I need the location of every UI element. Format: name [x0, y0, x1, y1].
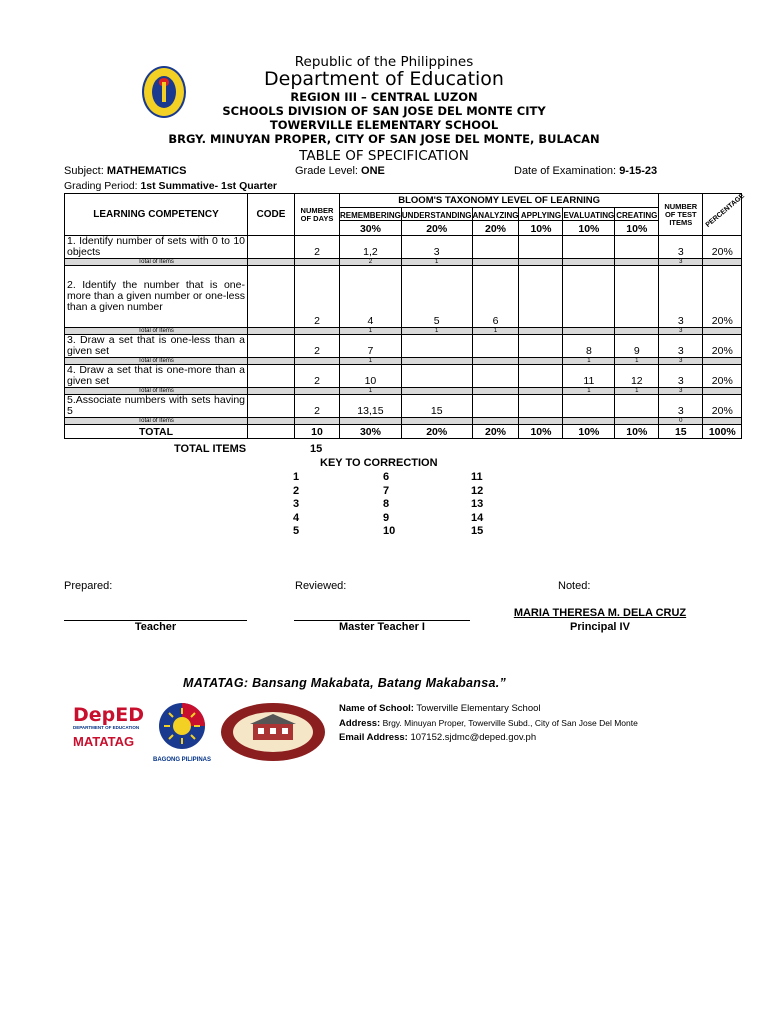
subtotal-cell: [295, 328, 340, 335]
item-cell: [563, 236, 615, 259]
subtotal-cell: [703, 358, 742, 365]
master-teacher-title: Master Teacher I: [338, 621, 425, 633]
division-line: SCHOOLS DIVISION OF SAN JOSE DEL MONTE CITY: [222, 104, 546, 118]
header-competency: LEARNING COMPETENCY: [65, 194, 248, 236]
item-cell: [472, 236, 519, 259]
grading-period-field: Grading Period: 1st Summative- 1st Quarter: [64, 180, 278, 192]
subtotal-cell: [519, 259, 563, 266]
item-cell: 13,15: [340, 395, 402, 418]
item-cell: [472, 365, 519, 388]
subtotal-cell: [519, 358, 563, 365]
subtotal-cell: 1: [615, 358, 659, 365]
header-test-items: NUMBER OF TEST ITEMS: [659, 194, 703, 236]
percent-cell: 20%: [703, 365, 742, 388]
subtotal-cell: [703, 418, 742, 425]
days-cell: 2: [295, 266, 340, 328]
key-title: KEY TO CORRECTION: [320, 457, 438, 469]
grade-field: Grade Level: ONE: [295, 165, 385, 177]
subtotal-cell: [472, 418, 519, 425]
key-answer: 1: [293, 471, 300, 483]
total-code: [248, 425, 295, 439]
key-answer: 15: [471, 525, 484, 537]
total-of-items-label: Total of Items: [65, 328, 248, 335]
subtotal-cell: [615, 328, 659, 335]
total-level-percent: 30%: [340, 425, 402, 439]
total-of-items-label: Total of Items: [65, 358, 248, 365]
code-cell: [248, 266, 295, 328]
subtotal-cell: [248, 358, 295, 365]
items-cell: 3: [659, 365, 703, 388]
subtotal-items-cell: 3: [659, 259, 703, 266]
school-line: TOWERVILLE ELEMENTARY SCHOOL: [269, 118, 499, 132]
item-cell: 6: [472, 266, 519, 328]
region-line: REGION III – CENTRAL LUZON: [290, 90, 478, 104]
header-code: CODE: [248, 194, 295, 236]
code-cell: [248, 335, 295, 358]
level-percent: 30%: [340, 221, 402, 236]
school-seal-icon: [220, 702, 326, 762]
days-cell: 2: [295, 236, 340, 259]
subtotal-cell: [703, 388, 742, 395]
percent-cell: 20%: [703, 335, 742, 358]
key-answer: 3: [293, 498, 300, 510]
total-of-items-label: Total of Items: [65, 388, 248, 395]
item-cell: [401, 335, 472, 358]
principal-title: Principal IV: [570, 621, 630, 633]
subtotal-cell: [472, 388, 519, 395]
level-percent: 10%: [519, 221, 563, 236]
header-days: NUMBER OF DAYS: [295, 194, 340, 236]
item-cell: 15: [401, 395, 472, 418]
percent-cell: 20%: [703, 236, 742, 259]
noted-label: Noted:: [558, 580, 591, 592]
table-row: [65, 365, 742, 388]
bagong-pilipinas-logo: BAGONG PILIPINAS: [150, 700, 214, 764]
department-title: Department of Education: [264, 68, 504, 90]
header-percentage: PERCENTAGE: [703, 194, 742, 236]
level-percent: 20%: [472, 221, 519, 236]
key-answer: 2: [293, 484, 300, 497]
percent-cell: 20%: [703, 266, 742, 328]
subtotal-cell: 1: [563, 358, 615, 365]
key-answer: 14: [471, 511, 484, 524]
deped-matatag-logo: DepED DEPARTMENT OF EDUCATION MATATAG: [73, 704, 145, 749]
total-level-percent: 10%: [519, 425, 563, 439]
item-cell: [472, 335, 519, 358]
subtotal-cell: 1: [401, 259, 472, 266]
level-header: REMEMBERING: [340, 208, 402, 221]
footer-school: Name of School: Towerville Elementary School: [339, 703, 541, 714]
key-answer: 13: [471, 498, 484, 510]
footer-email: Email Address: 107152.sjdmc@deped.gov.ph: [339, 732, 537, 743]
item-cell: [519, 266, 563, 328]
level-percent: 10%: [563, 221, 615, 236]
subtotal-cell: 1: [472, 328, 519, 335]
subtotal-cell: 1: [340, 388, 402, 395]
subtotal-items-cell: 3: [659, 328, 703, 335]
total-items-value: 15: [310, 443, 323, 455]
days-cell: 2: [295, 335, 340, 358]
key-answer: 8: [383, 498, 390, 510]
level-percent: 20%: [401, 221, 472, 236]
item-cell: 4: [340, 266, 402, 328]
specification-table: [64, 192, 747, 439]
subtotal-items-cell: 3: [659, 388, 703, 395]
total-label: TOTAL: [65, 425, 248, 439]
item-cell: [615, 395, 659, 418]
item-cell: [519, 335, 563, 358]
subtotal-cell: [401, 418, 472, 425]
item-cell: [563, 395, 615, 418]
level-percent: 10%: [615, 221, 659, 236]
item-cell: 1,2: [340, 236, 402, 259]
code-cell: [248, 236, 295, 259]
subject-field: Subject: MATHEMATICS: [64, 165, 187, 177]
date-field: Date of Examination: 9-15-23: [514, 165, 658, 177]
subtotal-cell: [472, 259, 519, 266]
subtotal-items-cell: 0: [659, 418, 703, 425]
item-cell: [615, 266, 659, 328]
total-level-percent: 20%: [401, 425, 472, 439]
subtotal-cell: [248, 328, 295, 335]
competency-cell: 2. Identify the number that is one-more than a given number or one-less than a given number: [65, 266, 248, 328]
key-answer: 11: [471, 471, 483, 483]
key-answer: 9: [383, 511, 390, 524]
subtotal-cell: [563, 259, 615, 266]
total-items-label: TOTAL ITEMS: [174, 443, 247, 455]
days-cell: 2: [295, 395, 340, 418]
competency-cell: 4. Draw a set that is one-more than a given set: [65, 365, 248, 388]
item-cell: [519, 395, 563, 418]
subtotal-cell: [615, 259, 659, 266]
table-row: [65, 395, 742, 418]
subtotal-items-cell: 3: [659, 358, 703, 365]
subtotal-cell: 1: [401, 328, 472, 335]
table-row: [65, 335, 742, 358]
subtotal-cell: [519, 388, 563, 395]
subtotal-cell: [563, 328, 615, 335]
subtotal-cell: [519, 328, 563, 335]
key-answer: 10: [383, 525, 396, 537]
table-row: [65, 266, 742, 328]
items-cell: 3: [659, 395, 703, 418]
subtotal-cell: 1: [615, 388, 659, 395]
item-cell: 10: [340, 365, 402, 388]
subtotal-row: [65, 259, 742, 266]
table-row: [65, 236, 742, 259]
subtotal-row: [65, 418, 742, 425]
total-level-percent: 10%: [563, 425, 615, 439]
competency-cell: 5.Associate numbers with sets having 5: [65, 395, 248, 418]
subtotal-cell: [472, 358, 519, 365]
level-header: ANALYZING: [472, 208, 519, 221]
slogan: MATATAG: Bansang Makabata, Batang Makabansa.”: [183, 676, 507, 690]
item-cell: [519, 365, 563, 388]
subtotal-cell: [295, 388, 340, 395]
key-answer: 12: [471, 484, 484, 497]
percent-cell: 20%: [703, 395, 742, 418]
item-cell: 3: [401, 236, 472, 259]
reviewed-label: Reviewed:: [295, 580, 347, 592]
items-cell: 3: [659, 266, 703, 328]
key-answer: 4: [293, 511, 300, 524]
subtotal-cell: [401, 388, 472, 395]
item-cell: [519, 236, 563, 259]
level-header: CREATING: [615, 208, 659, 221]
level-header: UNDERSTANDING: [401, 208, 472, 221]
total-days: 10: [295, 425, 340, 439]
total-of-items-label: Total of Items: [65, 418, 248, 425]
item-cell: [401, 365, 472, 388]
competency-cell: 3. Draw a set that is one-less than a given set: [65, 335, 248, 358]
subtotal-cell: 1: [340, 328, 402, 335]
level-header: EVALUATING: [563, 208, 615, 221]
subtotal-cell: [295, 418, 340, 425]
address-line: BRGY. MINUYAN PROPER, CITY OF SAN JOSE DEL MONTE, BULACAN: [168, 132, 600, 146]
item-cell: [472, 395, 519, 418]
subtotal-cell: [248, 418, 295, 425]
item-cell: 5: [401, 266, 472, 328]
total-of-items-label: Total of Items: [65, 259, 248, 266]
principal-name: MARIA THERESA M. DELA CRUZ: [513, 607, 687, 619]
subtotal-cell: [703, 328, 742, 335]
items-cell: 3: [659, 335, 703, 358]
subtotal-cell: [295, 259, 340, 266]
key-answer: 6: [383, 471, 390, 483]
code-cell: [248, 365, 295, 388]
total-row: [65, 425, 742, 439]
footer-address: Address: Brgy. Minuyan Proper, Towerville Subd., City of San Jose Del Monte: [339, 718, 638, 729]
republic-line: Republic of the Philippines: [294, 54, 474, 70]
subtotal-cell: 1: [563, 388, 615, 395]
subtotal-cell: [519, 418, 563, 425]
subtotal-cell: [401, 358, 472, 365]
total-level-percent: 10%: [615, 425, 659, 439]
item-cell: 8: [563, 335, 615, 358]
header-blooms: BLOOM'S TAXONOMY LEVEL OF LEARNING: [340, 194, 659, 208]
sun-flag-icon: [150, 700, 214, 752]
item-cell: 7: [340, 335, 402, 358]
key-answer: 5: [293, 525, 300, 537]
key-answer: 7: [383, 484, 390, 497]
subtotal-cell: [248, 388, 295, 395]
prepared-label: Prepared:: [64, 580, 113, 592]
total-items: 15: [659, 425, 703, 439]
level-header: APPLYING: [519, 208, 563, 221]
item-cell: 11: [563, 365, 615, 388]
subtotal-cell: 1: [340, 358, 402, 365]
subtotal-cell: [563, 418, 615, 425]
subtotal-cell: [295, 358, 340, 365]
item-cell: [615, 236, 659, 259]
item-cell: 12: [615, 365, 659, 388]
code-cell: [248, 395, 295, 418]
total-percent: 100%: [703, 425, 742, 439]
subtotal-cell: [615, 418, 659, 425]
subtotal-cell: [248, 259, 295, 266]
items-cell: 3: [659, 236, 703, 259]
teacher-title: Teacher: [134, 621, 177, 633]
subtotal-cell: 2: [340, 259, 402, 266]
total-level-percent: 20%: [472, 425, 519, 439]
subtotal-cell: [703, 259, 742, 266]
doc-title: TABLE OF SPECIFICATION: [299, 148, 469, 164]
competency-cell: 1. Identify number of sets with 0 to 10 objects: [65, 236, 248, 259]
subtotal-cell: [340, 418, 402, 425]
item-cell: [563, 266, 615, 328]
item-cell: 9: [615, 335, 659, 358]
days-cell: 2: [295, 365, 340, 388]
